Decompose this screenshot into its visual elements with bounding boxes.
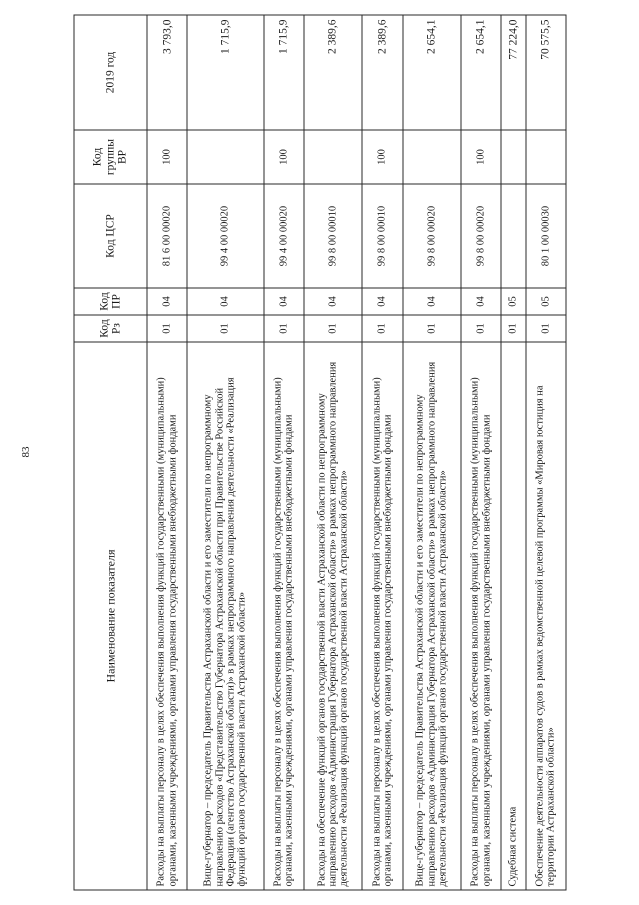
- budget-table: [73, 14, 566, 890]
- row-csr: 99 8 00 00020: [402, 184, 460, 288]
- row-rz: 01: [263, 315, 303, 342]
- row-vr: 100: [362, 130, 402, 184]
- row-name: Обеспечение деятельности аппаратов судов в рамках ведомственной целевой программы «Мировая юстиция на территории Астраханской области»: [525, 342, 566, 890]
- row-rz: 01: [402, 315, 460, 342]
- row-vr: [501, 130, 525, 184]
- row-rz: 01: [460, 315, 500, 342]
- row-rz: 01: [147, 315, 187, 342]
- table-row: [460, 15, 500, 890]
- row-csr: 99 4 00 00020: [187, 184, 263, 288]
- row-pr: 04: [460, 288, 500, 315]
- row-vr: 100: [460, 130, 500, 184]
- row-rz: 01: [501, 315, 525, 342]
- table-row: [501, 15, 525, 890]
- rotated-page-content: [73, 15, 566, 890]
- row-amount: 2 389,6: [362, 15, 402, 130]
- row-pr: 04: [263, 288, 303, 315]
- header-name: Наименование показателя: [74, 342, 147, 890]
- header-pr: Код ПР: [74, 288, 147, 315]
- row-csr: 99 8 00 00010: [303, 184, 361, 288]
- header-vr: Код группы ВР: [74, 130, 147, 184]
- row-name: Расходы на выплаты персоналу в целях обеспечения выполнения функций государственными (муниципальными) органами, казенными учреждениями, органами управления государственными внебюджетными фондами: [362, 342, 402, 890]
- table-row: [187, 15, 263, 890]
- row-name: Расходы на обеспечение функций органов государственной власти Астраханской области по непрограммному направлению расходов «Администрация Губернатора Астраханской области» в рамках непрограммного направления деятельности «Реализация функций органов государственной власти Астраханской области»: [303, 342, 361, 890]
- row-csr: 80 1 00 00030: [525, 184, 566, 288]
- row-rz: 01: [362, 315, 402, 342]
- header-rz: Код Рз: [74, 315, 147, 342]
- row-amount: 3 793,0: [147, 15, 187, 130]
- row-vr: [525, 130, 566, 184]
- row-vr: 100: [147, 130, 187, 184]
- row-rz: 01: [303, 315, 361, 342]
- row-vr: [303, 130, 361, 184]
- row-amount: 2 654,1: [402, 15, 460, 130]
- row-amount: 2 389,6: [303, 15, 361, 130]
- row-amount: 2 654,1: [460, 15, 500, 130]
- header-csr: Код ЦСР: [74, 184, 147, 288]
- row-pr: 04: [402, 288, 460, 315]
- row-amount: 77 224,0: [501, 15, 525, 130]
- row-amount: 1 715,9: [187, 15, 263, 130]
- row-vr: 100: [263, 130, 303, 184]
- row-amount: 1 715,9: [263, 15, 303, 130]
- row-name: Расходы на выплаты персоналу в целях обеспечения выполнения функций государственными (муниципальными) органами, казенными учреждениями, органами управления государственными внебюджетными фондами: [147, 342, 187, 890]
- table-row: [402, 15, 460, 890]
- table-header-row: [74, 15, 147, 890]
- row-name: Вице-губернатор – председатель Правительства Астраханской области и его заместители по непрограммному направлению расходов «Администрация Губернатора Астраханской области» в рамках непрограммного направления деятельности «Реализация функций органов государственной власти Астраханской области»: [402, 342, 460, 890]
- row-pr: 05: [501, 288, 525, 315]
- table-row: [263, 15, 303, 890]
- row-vr: [187, 130, 263, 184]
- row-pr: 04: [187, 288, 263, 315]
- table-row: [525, 15, 566, 890]
- row-vr: [402, 130, 460, 184]
- row-csr: 99 4 00 00020: [263, 184, 303, 288]
- table-row: [303, 15, 361, 890]
- table-row: [147, 15, 187, 890]
- row-csr: [501, 184, 525, 288]
- row-csr: 99 8 00 00020: [460, 184, 500, 288]
- row-name: Вице-губернатор – председатель Правительства Астраханской области и его заместители по непрограммному направлению расходов «Представительство Губернатора Астраханской области при Правительстве Российской Федерации (агентство Астраханской области)» в рамках непрограммного направления деятельности «Реализация функций органов государственной власти Астраханской области»: [187, 342, 263, 890]
- page-number: 83: [20, 446, 32, 458]
- row-rz: 01: [525, 315, 566, 342]
- row-csr: 99 8 00 00010: [362, 184, 402, 288]
- row-csr: 81 6 00 00020: [147, 184, 187, 288]
- row-amount: 70 575,5: [525, 15, 566, 130]
- row-name: Расходы на выплаты персоналу в целях обеспечения выполнения функций государственными (муниципальными) органами, казенными учреждениями, органами управления государственными внебюджетными фондами: [460, 342, 500, 890]
- header-year: 2019 год: [74, 15, 147, 130]
- row-name: Судебная система: [501, 342, 525, 890]
- row-pr: 05: [525, 288, 566, 315]
- row-pr: 04: [303, 288, 361, 315]
- row-rz: 01: [187, 315, 263, 342]
- table-row: [362, 15, 402, 890]
- row-pr: 04: [362, 288, 402, 315]
- row-name: Расходы на выплаты персоналу в целях обеспечения выполнения функций государственными (муниципальными) органами, казенными учреждениями, органами управления государственными внебюджетными фондами: [263, 342, 303, 890]
- row-pr: 04: [147, 288, 187, 315]
